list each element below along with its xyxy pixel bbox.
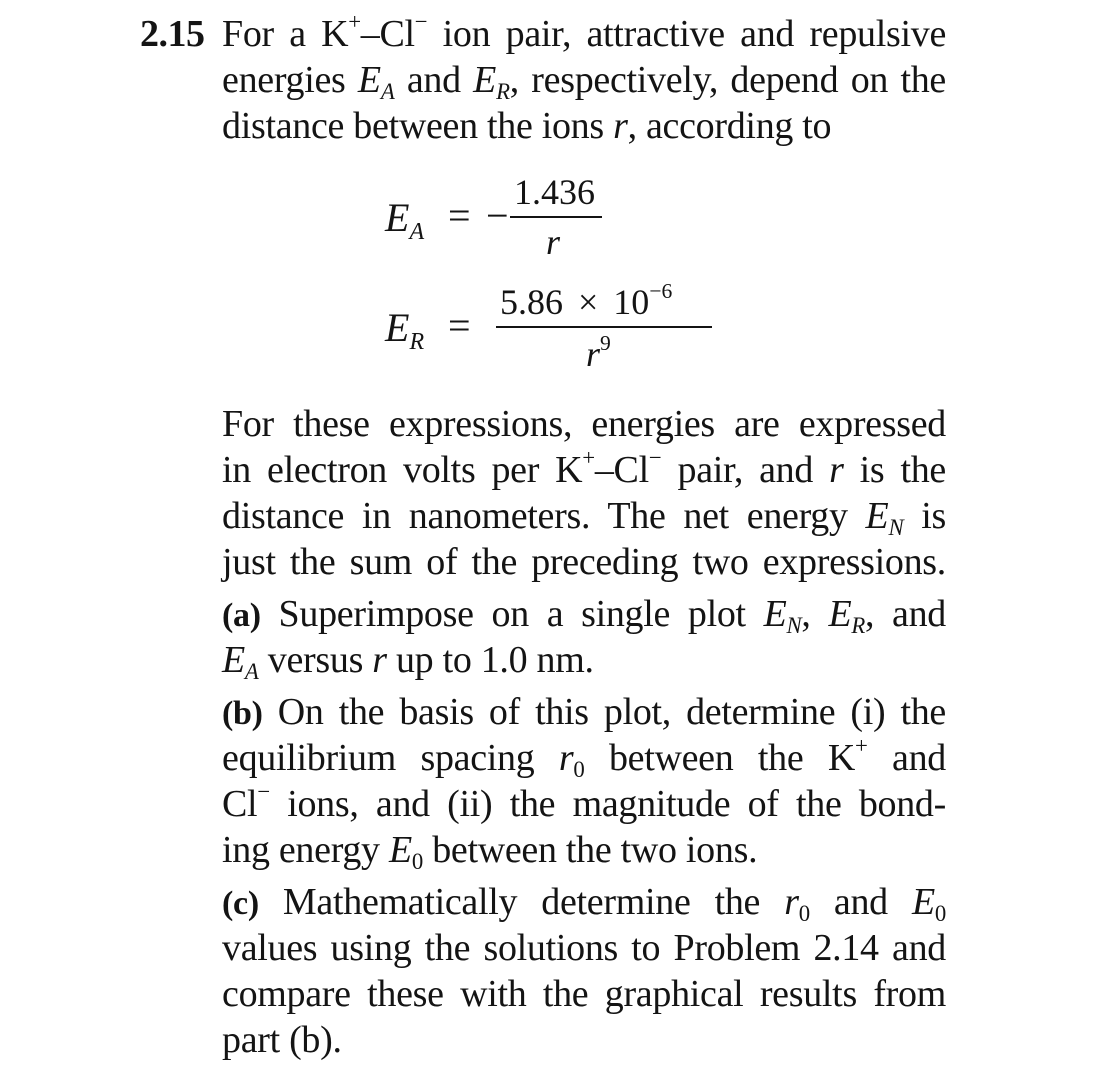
text: equilibrium spacing [222,737,559,779]
body-line-2 [222,444,946,492]
ea-numerator: 1.436 [514,172,595,212]
ea-equals: = [448,193,471,238]
part-b-label: (b) [222,695,263,732]
symbol-r: r [372,639,387,681]
part-a-line-1 [222,592,946,638]
text: in electron volts per K [222,449,583,491]
numerator-base: 5.86 × 10 [500,282,650,322]
text: On the basis of this plot, determine (i) the [262,691,946,733]
symbol-r: r [558,737,574,779]
body-line-4: just the sum of the preceding two expressions. [222,541,946,583]
text: versus [258,639,373,681]
part-a-label: (a) [222,597,261,634]
subscript: 0 [934,901,946,927]
intro-line-2 [222,58,946,105]
text: –Cl [360,13,415,55]
symbol-E: E [222,639,245,681]
text: Mathematically determine the [258,881,785,923]
text: ing energy [222,829,389,871]
symbol-E: E [763,593,787,635]
subscript: R [496,79,510,105]
text: ion pair, attractive and repulsive [427,13,947,55]
superscript: + [582,444,595,470]
superscript: − [257,778,270,804]
body-line-3 [222,494,946,541]
symbol-r: r [829,449,844,491]
superscript: + [348,8,361,34]
subscript: N [888,515,904,541]
subscript: 0 [411,849,423,875]
er-fraction-bar [496,326,712,328]
text: , respectively, depend on the [509,59,946,101]
part-c-line-3: compare these with the graphical results from [222,973,946,1015]
ea-fraction-bar [510,216,602,218]
text: is the [843,449,946,491]
ea-denominator: r [546,222,561,262]
symbol-E: E [357,59,381,101]
text: Superimpose on a single plot [260,593,764,635]
problem-number: 2.15 [140,13,205,55]
superscript: + [855,732,868,758]
text: , according to [627,105,832,147]
intro-line-1 [222,8,947,56]
subscript: R [409,328,425,355]
text: –Cl [594,449,649,491]
part-c-line-2: values using the solutions to Problem 2.14 and [222,927,946,969]
exponent: −6 [649,278,673,303]
intro-line-3 [222,104,831,148]
symbol-E: E [865,495,889,537]
text: and [867,737,946,779]
er-denominator [586,330,611,374]
part-b-line-2 [222,732,946,783]
part-a-line-2 [222,638,594,685]
text: distance in nanometers. The net energy [222,495,866,537]
text: , [801,593,829,635]
text: ions, and (ii) the magnitude of the bond- [269,783,946,825]
part-b-line-4 [222,828,758,875]
symbol-E: E [828,593,852,635]
text: between the K [584,737,856,779]
part-c-label: (c) [222,885,259,922]
er-equals: = [448,303,471,348]
symbol-r: r [586,334,601,374]
text: Cl [222,783,258,825]
symbol-E: E [385,195,410,240]
subscript: R [851,613,865,639]
part-b-line-3 [222,778,946,826]
text: distance between the ions [222,105,614,147]
text: pair, and [661,449,830,491]
subscript: A [380,79,395,105]
part-c-line-4: part (b). [222,1019,342,1061]
symbol-E: E [385,305,410,350]
subscript: A [244,659,259,685]
symbol-E: E [388,829,412,871]
body-line-1: For these expressions, energies are expressed [222,403,946,445]
part-c-line-1 [222,880,946,926]
exponent: 9 [600,330,611,355]
symbol-r: r [613,105,628,147]
er-numerator [500,278,673,322]
subscript: A [409,218,425,245]
text: , and [865,593,946,635]
text: is [903,495,946,537]
symbol-E: E [911,881,935,923]
subscript: N [786,613,802,639]
text: and [809,881,912,923]
ea-lhs [385,195,425,245]
text: up to 1.0 nm. [386,639,594,681]
text: between the two ions. [423,829,758,871]
ea-minus-sign: − [486,193,509,238]
superscript: − [414,8,428,34]
text: and [394,59,474,101]
subscript: 0 [798,901,810,927]
symbol-E: E [473,59,497,101]
superscript: − [648,444,662,470]
symbol-r: r [784,881,799,923]
text: For a K [222,13,349,55]
subscript: 0 [573,757,585,783]
text: energies [222,59,358,101]
part-b-line-1 [222,690,946,736]
er-lhs [385,305,425,355]
